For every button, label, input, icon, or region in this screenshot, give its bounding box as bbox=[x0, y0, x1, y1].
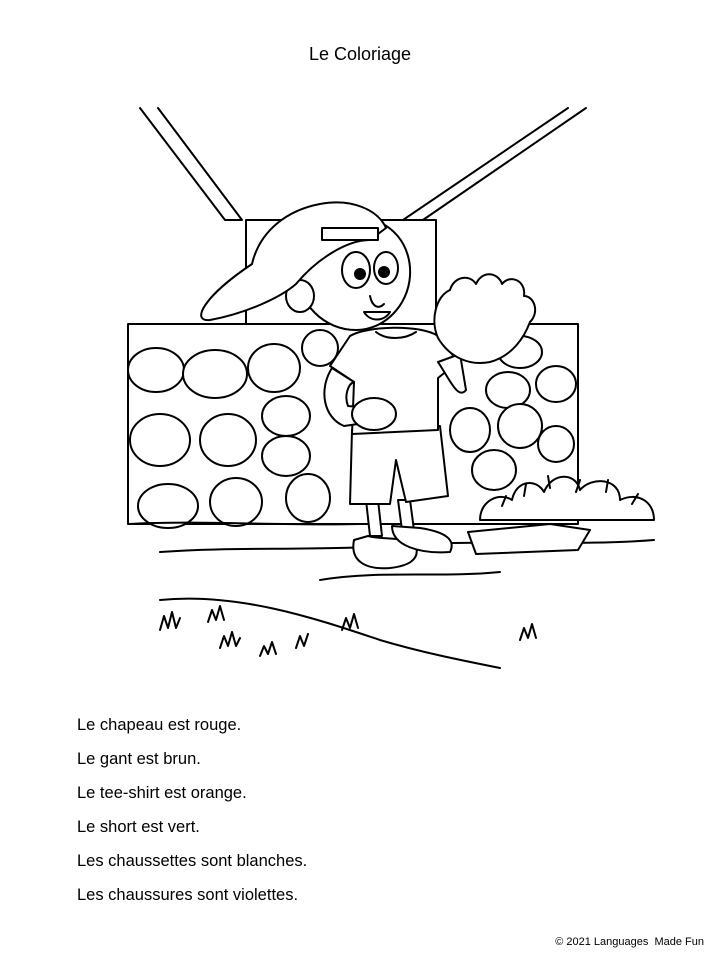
home-plate bbox=[468, 524, 590, 554]
grass-tufts bbox=[160, 606, 536, 656]
instruction-shoes: Les chaussures sont violettes. bbox=[77, 886, 299, 904]
instruction-glove: Le gant est brun. bbox=[77, 750, 201, 768]
instruction-shorts: Le short est vert. bbox=[77, 818, 200, 836]
house-roof bbox=[140, 108, 586, 222]
instruction-socks: Les chaussettes sont blanches. bbox=[77, 852, 308, 870]
baseball bbox=[352, 398, 396, 430]
copyright-notice: © 2021 Languages Made Fun bbox=[555, 936, 704, 948]
instruction-tshirt: Le tee-shirt est orange. bbox=[77, 784, 247, 802]
page-title: Le Coloriage bbox=[308, 44, 412, 64]
coloring-illustration bbox=[120, 100, 660, 680]
color-instructions bbox=[77, 708, 307, 912]
instruction-hat: Le chapeau est rouge. bbox=[77, 716, 242, 734]
